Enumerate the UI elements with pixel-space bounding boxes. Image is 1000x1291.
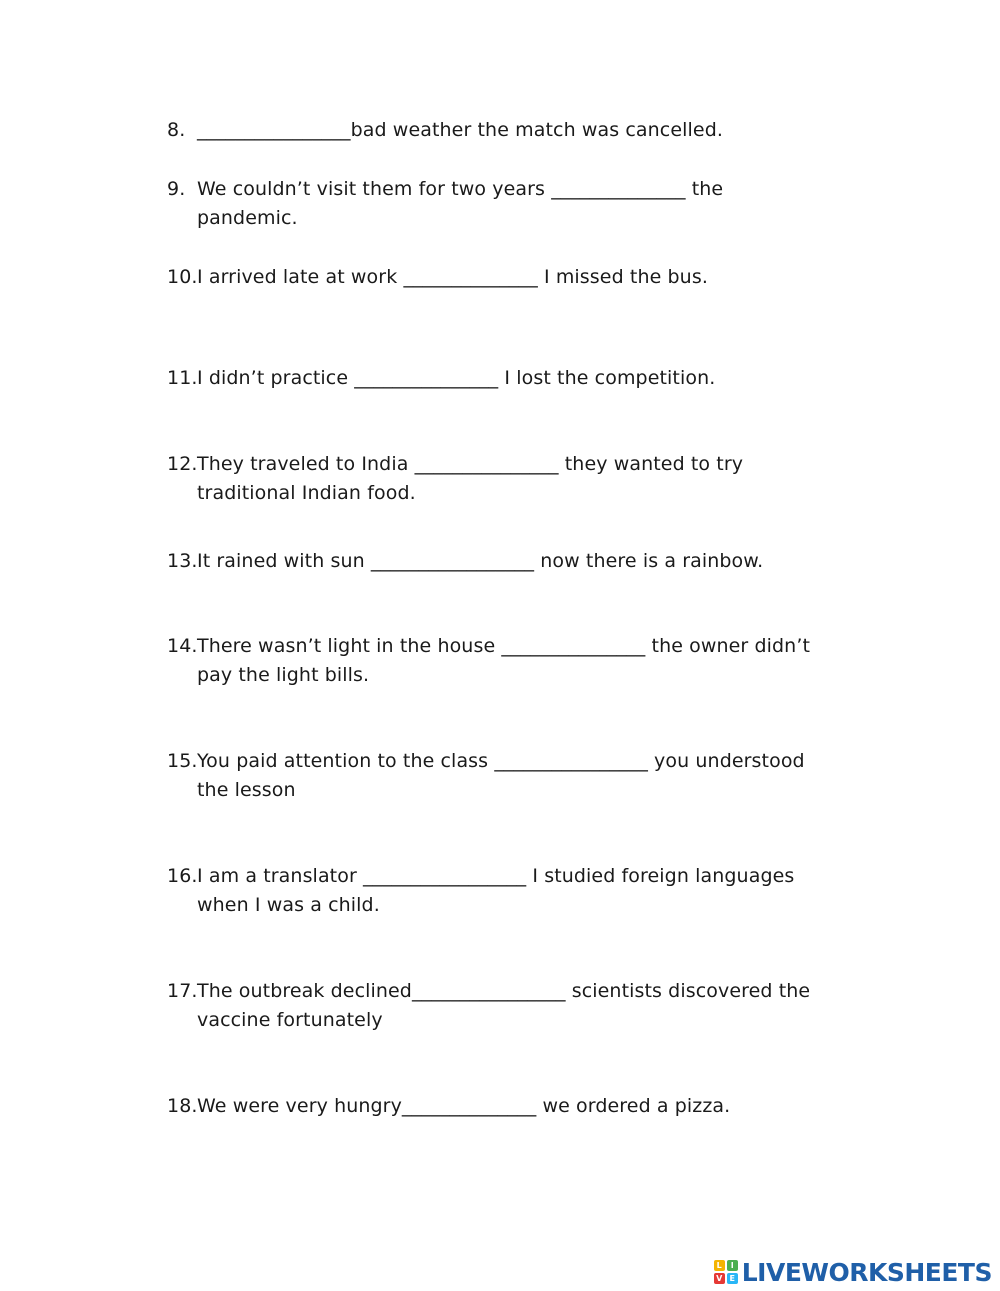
logo-block-l: L [714, 1260, 725, 1271]
worksheet-item-14 [167, 632, 867, 690]
worksheet-item-18 [167, 1092, 867, 1121]
logo-block-v: V [714, 1273, 725, 1284]
item-text-line: the lesson [197, 779, 296, 801]
logo-block-i: I [727, 1260, 738, 1271]
item-number: 10. [167, 266, 198, 288]
item-text-line: I didn’t practice _______________ I lost the competition. [197, 367, 716, 389]
item-text-line: There wasn’t light in the house _______________ the owner didn’t [197, 635, 811, 657]
worksheet-item-16 [167, 862, 867, 920]
item-text-line: vaccine fortunately [197, 1009, 383, 1031]
worksheet-item-12 [167, 450, 867, 508]
item-text-line: We were very hungry______________ we ordered a pizza. [197, 1095, 731, 1117]
item-text-line: pandemic. [197, 207, 298, 229]
item-text-line: They traveled to India _______________ they wanted to try [197, 453, 744, 475]
worksheet-item-13 [167, 547, 867, 576]
item-text-line: The outbreak declined________________ scientists discovered the [197, 980, 811, 1002]
item-number: 16. [167, 865, 198, 887]
logo-text: LIVEWORKSHEETS [741, 1257, 992, 1287]
item-number: 15. [167, 750, 198, 772]
item-number: 8. [167, 119, 186, 141]
item-text-line: I arrived late at work ______________ I missed the bus. [197, 266, 708, 288]
item-text-line: I am a translator _________________ I studied foreign languages [197, 865, 795, 887]
item-text-line: We couldn’t visit them for two years ______________ the [197, 178, 724, 200]
item-text-line: when I was a child. [197, 894, 380, 916]
worksheet-item-17 [167, 977, 867, 1035]
item-text-line: traditional Indian food. [197, 482, 416, 504]
item-number: 12. [167, 453, 198, 475]
item-text-line: You paid attention to the class ________________ you understood [197, 750, 805, 772]
worksheet-item-8 [167, 116, 867, 145]
worksheet-item-9 [167, 175, 867, 233]
worksheet-item-15 [167, 747, 867, 805]
item-number: 14. [167, 635, 198, 657]
item-number: 9. [167, 178, 186, 200]
item-number: 18. [167, 1095, 198, 1117]
item-number: 17. [167, 980, 198, 1002]
logo-block-e: E [727, 1273, 738, 1284]
item-number: 13. [167, 550, 198, 572]
item-number: 11. [167, 367, 198, 389]
worksheet-item-10 [167, 263, 867, 292]
worksheet-item-11 [167, 364, 867, 393]
item-text-line: It rained with sun _________________ now there is a rainbow. [197, 550, 764, 572]
item-text-line: ________________bad weather the match was cancelled. [197, 119, 723, 141]
liveworksheets-logo [714, 1254, 992, 1290]
item-text-line: pay the light bills. [197, 664, 370, 686]
liveworksheets-blocks-icon [714, 1260, 738, 1284]
